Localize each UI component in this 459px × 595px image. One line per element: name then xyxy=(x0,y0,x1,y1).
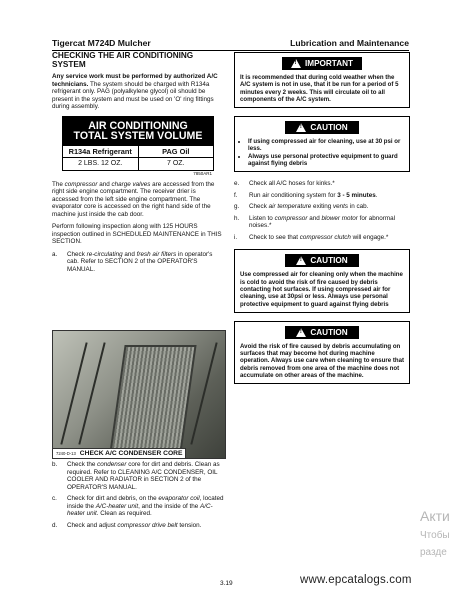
left-list-bottom xyxy=(52,461,224,533)
warning-icon: ! xyxy=(296,256,306,265)
list-item: e. Check all A/C hoses for kinks.* xyxy=(234,180,335,188)
caution-banner: ! CAUTION xyxy=(285,326,359,339)
refrigerant-header: R134a Refrigerant xyxy=(68,146,132,156)
warning-icon: ! xyxy=(291,59,301,68)
inspection-paragraph: Perform following inspection along with 125 HOURS inspection outlined in SCHEDULED MAINTENANCE in THIS SECTION. xyxy=(52,223,222,245)
list-item: c. Check for dirt and debris, on the evaporator coil, located inside the A/C-heater unit, and the inside of the A/C-heater unit. Clean as required. xyxy=(52,495,224,517)
photo-caption: 7240-D-13 CHECK A/C CONDENSER CORE xyxy=(53,448,186,458)
list-item: a. Check re-circulating and fresh air filters in operator's cab. Refer to SECTION 2 of the OPERATOR'S MANUAL. xyxy=(52,250,213,273)
ac-table-value-row xyxy=(63,157,213,170)
caution-banner: ! CAUTION xyxy=(285,121,359,134)
important-banner: ! IMPORTANT xyxy=(282,57,362,70)
list-item: d. Check and adjust compressor drive belt tension. xyxy=(52,521,202,529)
header-section: Lubrication and Maintenance xyxy=(290,38,409,48)
right-column xyxy=(234,52,410,392)
list-item: f. Run air conditioning system for 3 - 5 minutes. xyxy=(234,191,378,199)
warning-icon: ! xyxy=(296,123,306,132)
warning-icon: ! xyxy=(296,328,306,337)
caution-banner: ! CAUTION xyxy=(285,254,359,267)
caution-box-2 xyxy=(234,249,410,312)
condenser-core-image xyxy=(109,345,196,453)
oil-value: 7 OZ. xyxy=(138,158,214,170)
left-column xyxy=(52,52,224,277)
list-item: b. Check the condenser core for dirt and debris. Clean as required. Refer to CLEANING A/C CONDENSER, OIL COOLER AND RADIATOR in SECTION 2 of the OPERATOR'S MANUAL. xyxy=(52,461,220,491)
caution-box-1 xyxy=(234,116,410,172)
os-overlay-line3: разде xyxy=(420,547,447,558)
caution-text: Use compressed air for cleaning only when the machine is cold to avoid the risk of fire caused by debris contacting hot surfaces. If using compressed air for cleaning, use at 30psi or less. Always use personal protective equipment to guard against flying debris xyxy=(240,271,403,308)
list-item: g. Check air temperature exiting vents in cab. xyxy=(234,203,369,211)
caution-box-3 xyxy=(234,321,410,384)
watermark: www.epcatalogs.com xyxy=(300,574,412,586)
right-list xyxy=(234,180,410,241)
os-overlay-line1: Акти xyxy=(420,508,450,524)
refrigerant-value: 2 LBS. 12 OZ. xyxy=(78,160,123,167)
access-paragraph: The compressor and charge valves are accessed from the right side engine compartment. The receiver drier is accessed from the left side engine compartment. The evaporator core is accessed on the right hand side of the machine just inside the cab door. xyxy=(52,180,215,218)
caution-text: Avoid the risk of fire caused by debris accumulating on surfaces that may become hot during machine operation. Always use care when cleaning to ensure that debris removed from one area of the machine does not accumulate on other areas of the machine. xyxy=(240,342,405,380)
list-item: i. Check to see that compressor clutch will engage.* xyxy=(234,233,389,241)
important-text: It is recommended that during cold weather when the A/C system is not in use, that it be run for a period of 5 minutes every 2 weeks. This will circulate oil to all components of the A/C system. xyxy=(240,74,399,103)
ac-table-title: AIR CONDITIONING TOTAL SYSTEM VOLUME xyxy=(63,117,213,145)
list-item: h. Listen to compressor and blower motor for abnormal noises.* xyxy=(234,214,395,230)
condenser-photo xyxy=(52,330,226,459)
section-title: CHECKING THE AIR CONDITIONING SYSTEM xyxy=(52,51,194,69)
important-box xyxy=(234,52,410,108)
table-code: 7850AR1 xyxy=(193,171,212,176)
page-header xyxy=(52,38,409,51)
caution-bullet: • Always use personal protective equipment to guard against flying debris xyxy=(248,153,404,168)
left-list-top xyxy=(52,251,224,274)
os-overlay-line2: Чтобы xyxy=(420,530,450,541)
page-number: 3.19 xyxy=(220,580,233,587)
ac-volume-table xyxy=(62,116,214,176)
caution-bullet: • If using compressed air for cleaning, use at 30 psi or less. xyxy=(248,138,404,153)
oil-header: PAG Oil xyxy=(138,146,214,158)
ac-table-header-row xyxy=(63,145,213,158)
header-model: Tigercat M724D Mulcher xyxy=(52,38,151,48)
intro-paragraph: Any service work must be performed by authorized A/C technicians. The system should be charged with R134a refrigerant only. PAG (polyalkylene glycol) oil should be present in the system and must be used on 'O' ring fittings during assembly. xyxy=(52,73,218,110)
